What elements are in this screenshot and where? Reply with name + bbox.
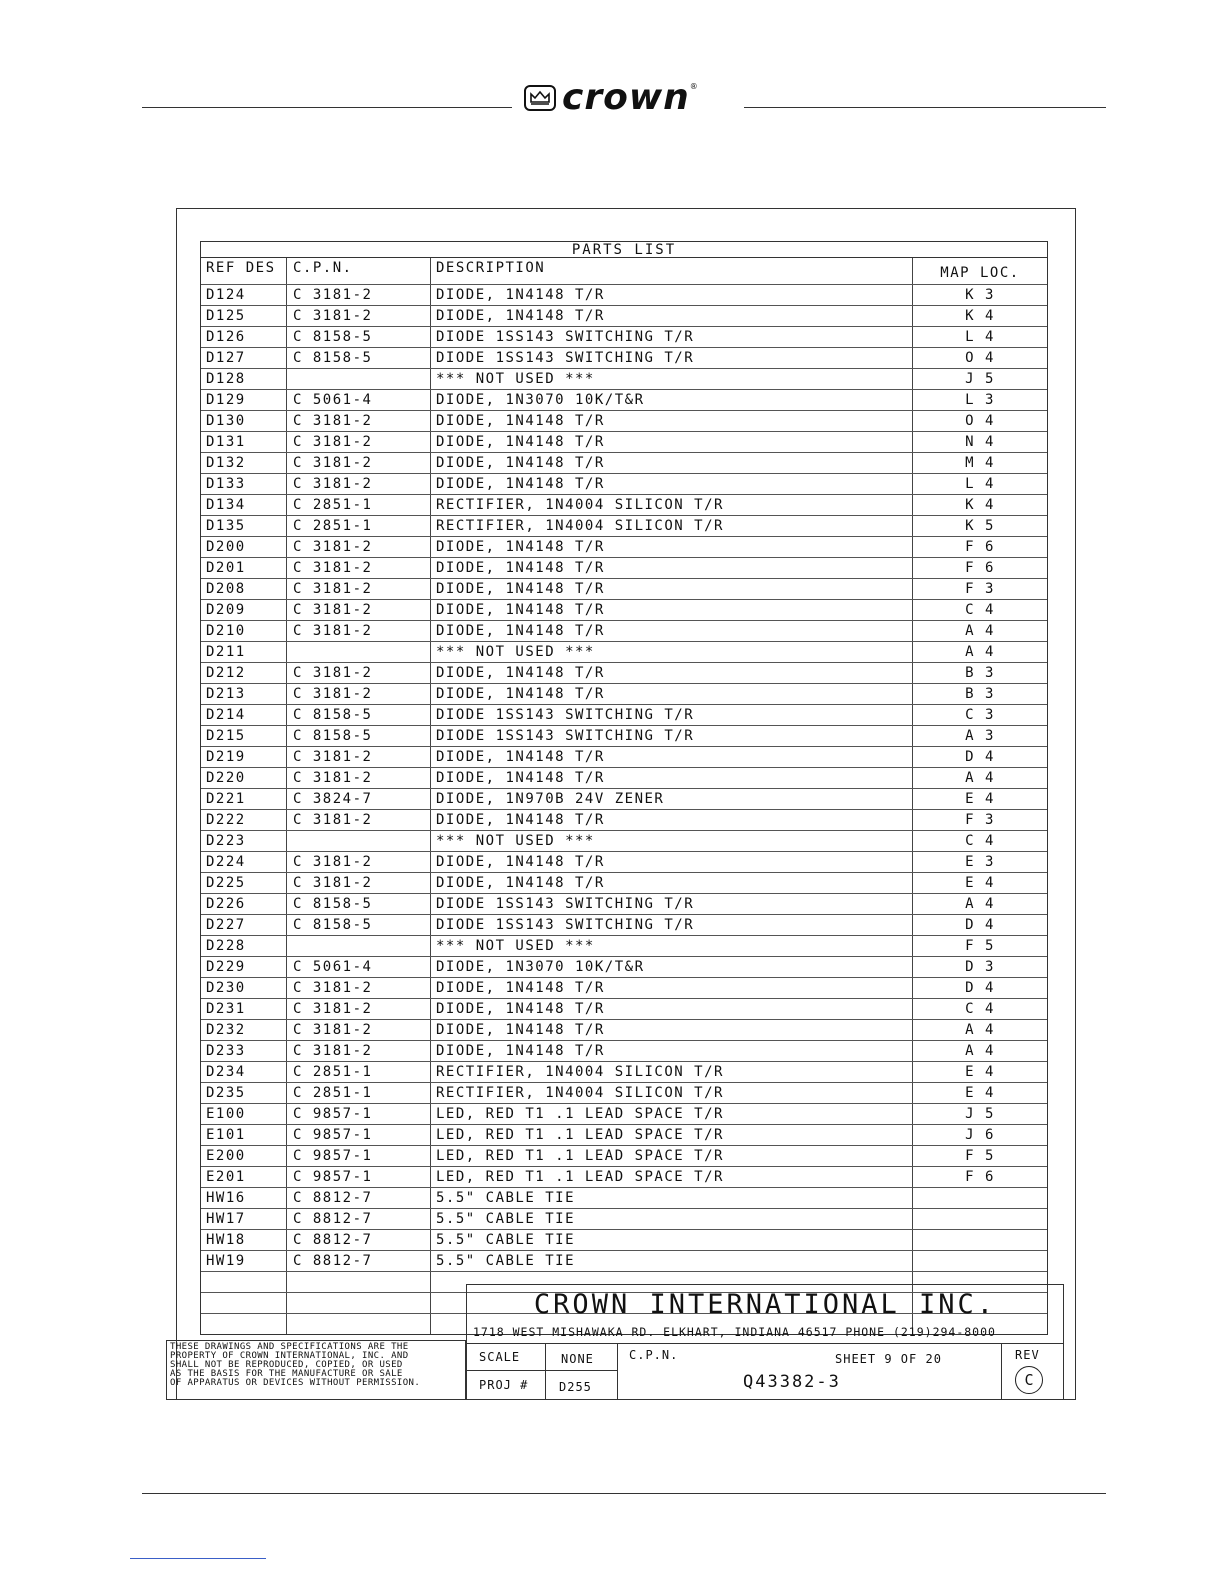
cell-ref-des: D210 [201,621,287,641]
cell-ref-des [201,1293,287,1313]
cell-map-loc [913,1188,1047,1208]
cell-cpn: C 8812-7 [287,1230,431,1250]
cell-ref-des: D209 [201,600,287,620]
cell-map-loc: F 3 [965,581,995,597]
cell-description: DIODE, 1N4148 T/R [431,873,913,893]
cell-ref-des: D222 [201,810,287,830]
cell-description: 5.5" CABLE TIE [431,1251,913,1271]
cell-map-loc: D 4 [965,749,995,765]
notice-line: OF APPARATUS OR DEVICES WITHOUT PERMISSION. [170,1378,421,1388]
cell-description: RECTIFIER, 1N4004 SILICON T/R [431,495,913,515]
cell-map-loc: A 4 [965,623,995,639]
cell-cpn: C 3181-2 [287,474,431,494]
cell-cpn: C 9857-1 [287,1167,431,1187]
cell-cpn: C 3181-2 [287,873,431,893]
cell-map-loc: E 4 [965,791,995,807]
cell-ref-des: HW17 [201,1209,287,1229]
cell-map-loc: K 4 [965,497,995,513]
cell-map-loc [913,1209,1047,1229]
parts-list-row [201,915,1047,936]
cell-ref-des: D233 [201,1041,287,1061]
parts-list-row [201,831,1047,852]
cell-description: DIODE, 1N970B 24V ZENER [431,789,913,809]
parts-list-row [201,873,1047,894]
parts-list-row [201,558,1047,579]
tb-divider-1 [545,1344,546,1400]
cell-cpn: C 3181-2 [287,558,431,578]
parts-list-row [201,453,1047,474]
cell-description: DIODE 1SS143 SWITCHING T/R [431,705,913,725]
parts-list-row [201,747,1047,768]
parts-list-row [201,306,1047,327]
cell-description: DIODE, 1N4148 T/R [431,978,913,998]
cell-description: DIODE, 1N4148 T/R [431,432,913,452]
parts-list-row [201,789,1047,810]
cell-description: DIODE 1SS143 SWITCHING T/R [431,894,913,914]
parts-list-row [201,852,1047,873]
drawing-number: Q43382-3 [743,1372,841,1392]
title-block-grid [467,1343,1063,1400]
cell-cpn: C 8812-7 [287,1209,431,1229]
cell-description: DIODE, 1N4148 T/R [431,558,913,578]
cell-ref-des: D135 [201,516,287,536]
cell-map-loc: L 4 [965,329,995,345]
cell-ref-des: D211 [201,642,287,662]
cell-ref-des: D215 [201,726,287,746]
cell-cpn: C 3181-2 [287,579,431,599]
parts-list-row [201,495,1047,516]
tb-divider-3 [1001,1344,1002,1400]
cell-ref-des: D231 [201,999,287,1019]
cell-description: DIODE, 1N4148 T/R [431,852,913,872]
cell-description: LED, RED T1 .1 LEAD SPACE T/R [431,1125,913,1145]
cell-map-loc: A 4 [965,1043,995,1059]
cell-description: DIODE, 1N4148 T/R [431,810,913,830]
header-description: DESCRIPTION [431,258,913,284]
cell-map-loc: D 3 [965,959,995,975]
cell-map-loc: F 5 [965,1148,995,1164]
parts-list-row [201,327,1047,348]
cell-cpn: C 3181-2 [287,663,431,683]
cell-description: DIODE, 1N4148 T/R [431,306,913,326]
parts-list-row [201,936,1047,957]
cell-description: DIODE 1SS143 SWITCHING T/R [431,726,913,746]
parts-list-row [201,1146,1047,1167]
cell-ref-des: D230 [201,978,287,998]
cell-map-loc: C 4 [965,602,995,618]
cell-ref-des [201,1272,287,1292]
cell-ref-des: D124 [201,285,287,305]
cell-cpn: C 9857-1 [287,1125,431,1145]
cell-map-loc: B 3 [965,686,995,702]
notice-line: SHALL NOT BE REPRODUCED, COPIED, OR USED [170,1360,403,1370]
cell-description: DIODE, 1N4148 T/R [431,999,913,1019]
cell-ref-des: D127 [201,348,287,368]
cell-cpn [287,642,431,662]
parts-list-row [201,390,1047,411]
cell-cpn: C 3181-2 [287,1020,431,1040]
cell-description: *** NOT USED *** [431,936,913,956]
cell-cpn: C 3181-2 [287,684,431,704]
cell-map-loc: K 3 [965,287,995,303]
cell-cpn: C 3181-2 [287,999,431,1019]
cell-ref-des: E201 [201,1167,287,1187]
cell-description: DIODE, 1N4148 T/R [431,285,913,305]
cell-cpn: C 2851-1 [287,495,431,515]
header-rule-left [142,107,512,108]
cell-cpn: C 3181-2 [287,978,431,998]
footer-rule [142,1493,1106,1494]
cell-ref-des: D130 [201,411,287,431]
cell-map-loc: E 3 [965,854,995,870]
cell-description: RECTIFIER, 1N4004 SILICON T/R [431,1062,913,1082]
cell-cpn: C 3824-7 [287,789,431,809]
cell-description: DIODE, 1N4148 T/R [431,474,913,494]
cell-ref-des: D235 [201,1083,287,1103]
cell-description: LED, RED T1 .1 LEAD SPACE T/R [431,1167,913,1187]
cell-ref-des: D220 [201,768,287,788]
cell-ref-des: E100 [201,1104,287,1124]
cell-description: DIODE, 1N4148 T/R [431,747,913,767]
tb-divider-2 [617,1344,618,1400]
cell-description: RECTIFIER, 1N4004 SILICON T/R [431,516,913,536]
cell-cpn: C 3181-2 [287,621,431,641]
notice-line: AS THE BASIS FOR THE MANUFACTURE OR SALE [170,1369,403,1379]
parts-list-row [201,1041,1047,1062]
cell-ref-des: D128 [201,369,287,389]
cell-map-loc: F 5 [965,938,995,954]
cell-ref-des: D126 [201,327,287,347]
parts-list-row [201,684,1047,705]
cpn-label: C.P.N. [629,1348,679,1362]
cell-description: 5.5" CABLE TIE [431,1188,913,1208]
parts-list-row [201,411,1047,432]
parts-list-row [201,726,1047,747]
cell-ref-des: D201 [201,558,287,578]
cell-cpn: C 3181-2 [287,768,431,788]
cell-ref-des: D129 [201,390,287,410]
cell-map-loc: A 4 [965,770,995,786]
parts-list-title: PARTS LIST [200,241,1048,259]
cell-description: DIODE, 1N4148 T/R [431,768,913,788]
parts-list-row [201,1104,1047,1125]
cell-cpn [287,1272,431,1292]
cell-description: DIODE, 1N3070 10K/T&R [431,390,913,410]
cell-cpn: C 3181-2 [287,285,431,305]
cell-map-loc: A 4 [965,896,995,912]
proj-value: D255 [559,1380,592,1394]
parts-list-row [201,1188,1047,1209]
scale-value: NONE [561,1352,594,1366]
parts-list-row [201,1062,1047,1083]
notice-line: PROPERTY OF CROWN INTERNATIONAL, INC. AND [170,1351,409,1361]
cell-cpn: C 8158-5 [287,705,431,725]
cell-cpn: C 8812-7 [287,1251,431,1271]
cell-cpn [287,1314,431,1334]
cell-map-loc: O 4 [965,413,995,429]
cell-ref-des: D227 [201,915,287,935]
parts-list-row [201,579,1047,600]
cell-description: DIODE, 1N4148 T/R [431,411,913,431]
parts-list-row [201,1167,1047,1188]
cell-description: DIODE, 1N4148 T/R [431,537,913,557]
cell-cpn: C 2851-1 [287,1062,431,1082]
parts-list-header-row [201,258,1047,285]
cell-map-loc: F 6 [965,539,995,555]
cell-ref-des: D226 [201,894,287,914]
cell-cpn: C 8158-5 [287,726,431,746]
cell-description: DIODE 1SS143 SWITCHING T/R [431,327,913,347]
cell-description: DIODE 1SS143 SWITCHING T/R [431,348,913,368]
cell-description: DIODE, 1N4148 T/R [431,600,913,620]
cell-ref-des [201,1314,287,1334]
parts-list-row [201,1020,1047,1041]
cell-ref-des: D234 [201,1062,287,1082]
crown-logo [524,78,740,118]
company-name: CROWN INTERNATIONAL INC. [533,1289,997,1320]
logo-wordmark: crown [562,77,690,118]
parts-list-row [201,621,1047,642]
sheet-number: SHEET 9 OF 20 [835,1352,942,1366]
cell-cpn: C 8158-5 [287,915,431,935]
crown-badge-icon [524,85,556,111]
cell-cpn [287,831,431,851]
parts-list-row [201,1125,1047,1146]
cell-map-loc: K 4 [965,308,995,324]
cell-map-loc: J 5 [965,1106,995,1122]
cell-description: 5.5" CABLE TIE [431,1230,913,1250]
parts-list-row [201,663,1047,684]
cell-description: DIODE, 1N4148 T/R [431,684,913,704]
cell-map-loc: K 5 [965,518,995,534]
cell-map-loc: A 3 [965,728,995,744]
cell-ref-des: D223 [201,831,287,851]
cell-cpn: C 8158-5 [287,348,431,368]
parts-list-row [201,1251,1047,1272]
cell-map-loc: J 6 [965,1127,995,1143]
cell-map-loc: E 4 [965,1085,995,1101]
cell-ref-des: E101 [201,1125,287,1145]
footer-link-underline [130,1558,266,1559]
cell-cpn: C 3181-2 [287,1041,431,1061]
cell-cpn [287,1293,431,1313]
cell-cpn: C 3181-2 [287,537,431,557]
cell-description: DIODE, 1N4148 T/R [431,579,913,599]
parts-list-row [201,978,1047,999]
cell-map-loc: E 4 [965,875,995,891]
cell-ref-des: E200 [201,1146,287,1166]
rev-value: C [1015,1366,1043,1394]
cell-ref-des: D229 [201,957,287,977]
parts-list-row [201,537,1047,558]
cell-cpn: C 8812-7 [287,1188,431,1208]
cell-cpn: C 8158-5 [287,894,431,914]
cell-map-loc: C 4 [965,1001,995,1017]
cell-cpn: C 3181-2 [287,600,431,620]
cell-cpn: C 2851-1 [287,1083,431,1103]
cell-map-loc: L 3 [965,392,995,408]
cell-ref-des: D212 [201,663,287,683]
cell-description: RECTIFIER, 1N4004 SILICON T/R [431,1083,913,1103]
proprietary-notice [166,1340,466,1400]
cell-cpn: C 9857-1 [287,1146,431,1166]
parts-list-row [201,810,1047,831]
cell-cpn: C 3181-2 [287,411,431,431]
cell-map-loc: F 3 [965,812,995,828]
cell-cpn: C 3181-2 [287,306,431,326]
title-block [466,1284,1064,1400]
cell-cpn: C 5061-4 [287,390,431,410]
parts-list-row [201,957,1047,978]
cell-cpn: C 9857-1 [287,1104,431,1124]
cell-description: DIODE, 1N4148 T/R [431,1020,913,1040]
cell-map-loc: F 6 [965,560,995,576]
cell-map-loc: J 5 [965,371,995,387]
parts-list-row [201,369,1047,390]
parts-list-row [201,894,1047,915]
cell-map-loc: C 4 [965,833,995,849]
cell-ref-des: D224 [201,852,287,872]
cell-ref-des: D132 [201,453,287,473]
parts-list-row [201,285,1047,306]
cell-ref-des: D221 [201,789,287,809]
cell-map-loc: D 4 [965,980,995,996]
parts-list-row [201,1230,1047,1251]
cell-ref-des: D225 [201,873,287,893]
parts-list-row [201,1083,1047,1104]
cell-description: LED, RED T1 .1 LEAD SPACE T/R [431,1104,913,1124]
cell-map-loc [913,1251,1047,1271]
cell-ref-des: D228 [201,936,287,956]
cell-map-loc: D 4 [965,917,995,933]
cell-description: LED, RED T1 .1 LEAD SPACE T/R [431,1146,913,1166]
logo-registered-mark: ® [689,81,698,91]
cell-cpn [287,369,431,389]
cell-map-loc: A 4 [965,644,995,660]
cell-description: DIODE 1SS143 SWITCHING T/R [431,915,913,935]
cell-ref-des: D131 [201,432,287,452]
parts-list-row [201,600,1047,621]
cell-description: DIODE, 1N4148 T/R [431,453,913,473]
cell-ref-des: D214 [201,705,287,725]
cell-map-loc: N 4 [965,434,995,450]
parts-list-row [201,768,1047,789]
cell-map-loc: E 4 [965,1064,995,1080]
header-cpn: C.P.N. [287,258,431,284]
header-map-loc: MAP LOC. [940,265,1020,281]
cell-map-loc: F 6 [965,1169,995,1185]
cell-ref-des: D232 [201,1020,287,1040]
proj-label: PROJ # [479,1378,529,1392]
cell-map-loc: O 4 [965,350,995,366]
cell-ref-des: HW19 [201,1251,287,1271]
cell-cpn: C 3181-2 [287,852,431,872]
cell-ref-des: HW18 [201,1230,287,1250]
cell-cpn: C 2851-1 [287,516,431,536]
cell-ref-des: D200 [201,537,287,557]
parts-list-row [201,474,1047,495]
cell-description: DIODE, 1N3070 10K/T&R [431,957,913,977]
tb-hdivider [467,1370,617,1371]
cell-description: DIODE, 1N4148 T/R [431,621,913,641]
cell-ref-des: HW16 [201,1188,287,1208]
cell-ref-des: D134 [201,495,287,515]
cell-map-loc: C 3 [965,707,995,723]
cell-description: *** NOT USED *** [431,831,913,851]
parts-list-row [201,999,1047,1020]
header-ref-des: REF DES [201,258,287,284]
cell-map-loc: B 3 [965,665,995,681]
parts-list-row [201,642,1047,663]
parts-list-row [201,705,1047,726]
parts-list-row [201,516,1047,537]
cell-description: DIODE, 1N4148 T/R [431,663,913,683]
parts-list-row [201,1209,1047,1230]
cell-map-loc: A 4 [965,1022,995,1038]
cell-cpn: C 3181-2 [287,432,431,452]
cell-cpn: C 8158-5 [287,327,431,347]
cell-ref-des: D213 [201,684,287,704]
cell-cpn: C 3181-2 [287,810,431,830]
cell-cpn: C 3181-2 [287,747,431,767]
parts-list-row [201,432,1047,453]
cell-ref-des: D125 [201,306,287,326]
cell-cpn [287,936,431,956]
cell-ref-des: D133 [201,474,287,494]
notice-line: THESE DRAWINGS AND SPECIFICATIONS ARE THE [170,1342,409,1352]
cell-description: DIODE, 1N4148 T/R [431,1041,913,1061]
cell-cpn: C 5061-4 [287,957,431,977]
cell-description: *** NOT USED *** [431,642,913,662]
cell-map-loc: M 4 [965,455,995,471]
company-address: 1718 WEST MISHAWAKA RD. ELKHART, INDIANA 46517 PHONE (219)294-8000 [473,1325,996,1339]
parts-list-table [200,257,1048,1335]
cell-ref-des: D219 [201,747,287,767]
cell-map-loc [913,1230,1047,1250]
cell-cpn: C 3181-2 [287,453,431,473]
scale-label: SCALE [479,1350,521,1364]
cell-ref-des: D208 [201,579,287,599]
cell-description: 5.5" CABLE TIE [431,1209,913,1229]
cell-description: *** NOT USED *** [431,369,913,389]
header-rule-right [744,107,1106,108]
parts-list-row [201,348,1047,369]
rev-label: REV [1015,1348,1040,1362]
cell-map-loc: L 4 [965,476,995,492]
